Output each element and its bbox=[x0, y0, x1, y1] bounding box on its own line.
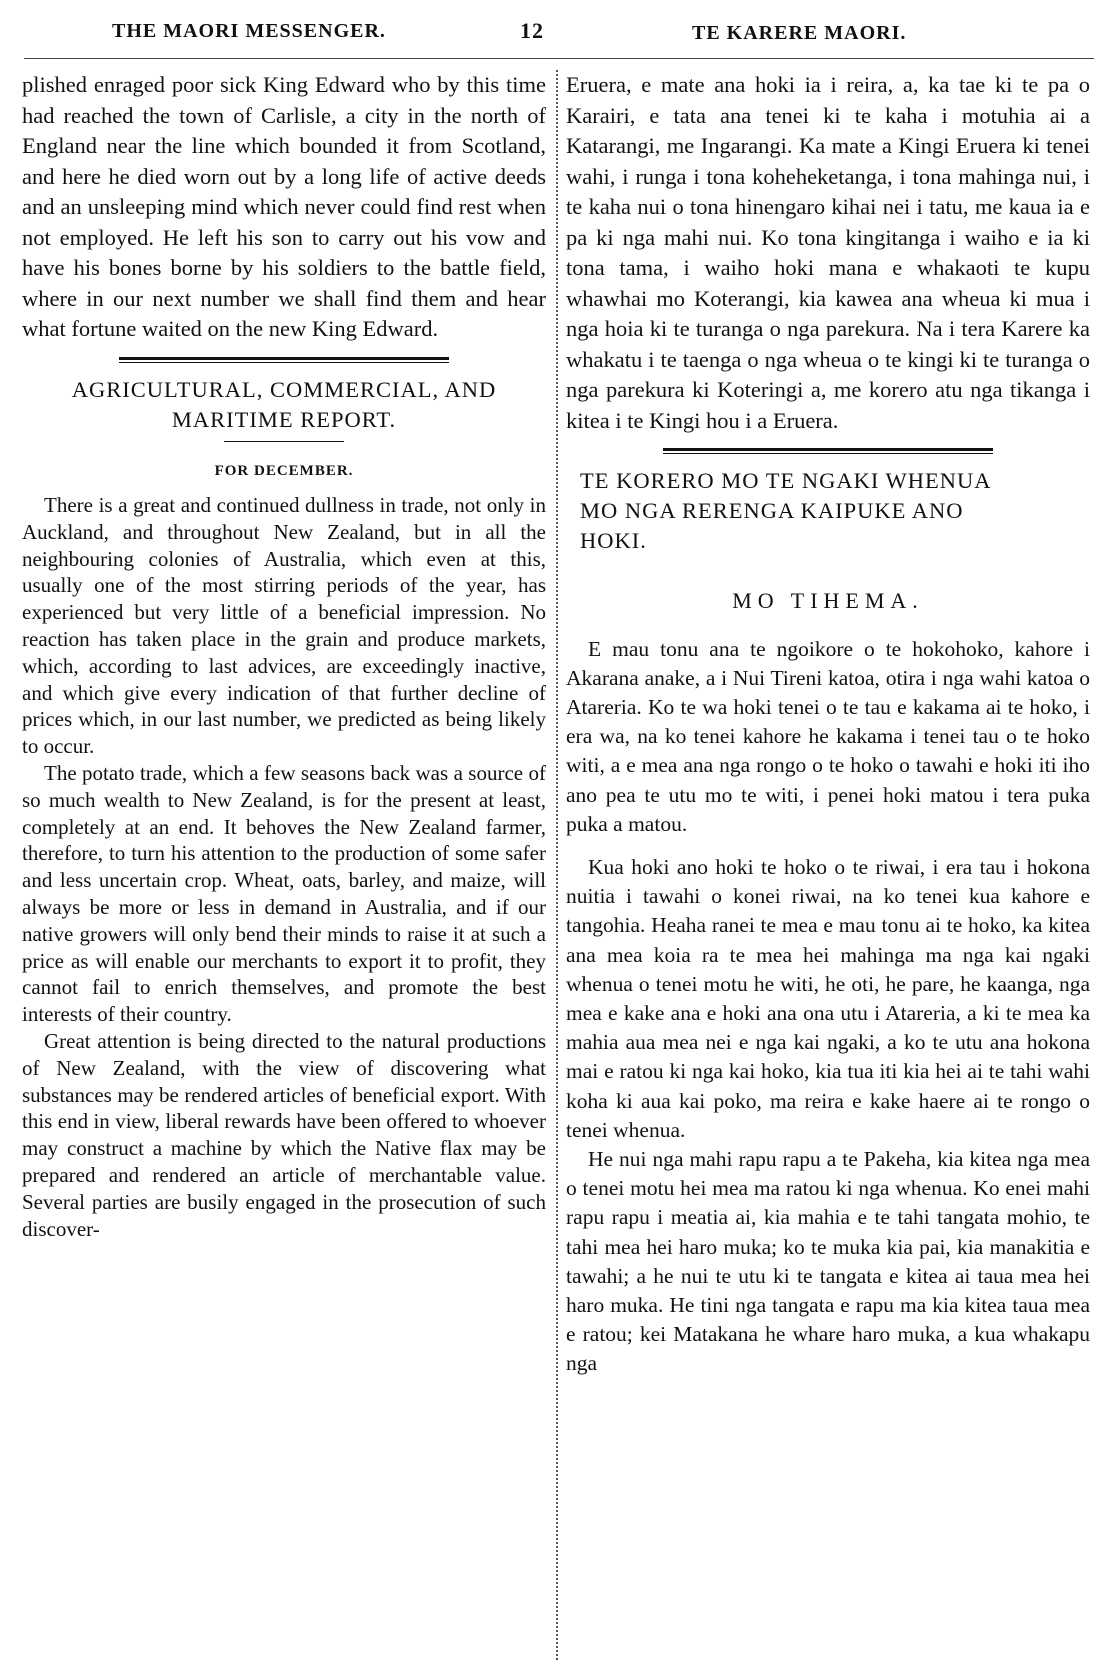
report-title-maori-line2: MO NGA RERENGA KAIPUKE ANO bbox=[580, 498, 964, 523]
report-paragraph-maori-1: E mau tonu ana te ngoikore o te hokohoko, kahore i Akarana anake, a i Nui Tireni katoa, otira i nga wahi katoa o Atareria. Ko te wa hoki tenei o te tau e kakama ai te hoko, i era wa, na ko tenei kahore he kakama i tenei tau o te hoko witi, a e mea ana nga rongo o te hoko o tawahi e hoki iti iho ano pea te utu mo te witi, i penei hoki matou i tera puka puka a matou. bbox=[566, 636, 1090, 836]
report-paragraph-maori-3: He nui nga mahi rapu rapu a te Pakeha, kia kitea nga mea o tenei motu hei mea ma ratou ki nga whenua. Ko enei mahi rapu rapu i meatia ai, kia mahia e te tahi tangata mohio, te tahi mea hei haro muka; ko te muka kia pai, kia manakitia e tawahi; a he nui te utu ki te tangata e kitea ai taua mea hei haro muka. He tini nga tangata e rapu ma kia kitea taua mea e ratou; kei Matakana he whare haro muka, a kua whakapu nga bbox=[566, 1146, 1090, 1376]
header-rule bbox=[24, 58, 1094, 59]
report-body-maori bbox=[566, 635, 1090, 1379]
report-title-maori-line1: TE KORERO MO TE NGAKI WHENUA bbox=[580, 468, 992, 493]
page-header bbox=[0, 14, 1114, 54]
report-paragraph-3: Great attention is being directed to the natural productions of New Zealand, with the view of discovering what substances may be rendered articles of beneficial export. With this end in view, liberal rewards have been offered to whoever may construct a machine by which the Native flax may be prepared and rendered an article of merchantable value. Several parties are busily engaged in the prosecution of such discover- bbox=[22, 1028, 546, 1241]
report-title-line2: MARITIME REPORT. bbox=[171, 406, 397, 432]
continued-article-text-maori: Eruera, e mate ana hoki ia i reira, a, ka tae ki te pa o Karairi, e tata ana tenei ki te kaha i motuhia ai a Katarangi, me Ingarangi. Ka mate a Kingi Eruera ki tenei wahi, i runga i tona koheheketanga, i tona mahinga nui, i te kaha nui o tona hinengaro kihai nei i tatu, me kaua ia e pa ki nga mahi nui. Ko tona kingitanga i waiho e ia ki tona tama, i waiho hoki mana e whakaoti te kupu whawhai mo Koterangi, kia kawea ana wheua ki mua i nga hoia ki te turanga o nga parekura. Na i tera Karere ka whakatu i te taenga o nga wheua o te kingi ki te turanga o nga parekura ki Koteringi a, me korero atu nga tikanga i kitea i te Kingi hou i a Eruera. bbox=[566, 72, 1090, 433]
report-paragraph-1: There is a great and continued dullness in trade, not only in Auckland, and throughout New Zealand, but in all the neighbouring colonies of Australia, which even at this, usually one of the most stirring periods of the year, has experienced but very little of a beneficial impression. No reaction has taken place in the grain and produce markets, which, according to last advices, are exceedingly inactive, and which give every indication of that further decline of prices which, in our last number, we predicted as being likely to occur. bbox=[22, 493, 546, 759]
report-subheading-maori: MO TIHEMA. bbox=[732, 588, 924, 613]
report-subheading: FOR DECEMBER. bbox=[214, 462, 354, 479]
report-title-maori bbox=[566, 466, 1090, 556]
column-divider bbox=[556, 70, 558, 1660]
maori-column bbox=[566, 70, 1090, 1379]
report-title-maori-line3: HOKI. bbox=[580, 528, 647, 553]
section-divider-maori bbox=[663, 448, 993, 454]
report-paragraph-maori-2: Kua hoki ano hoki te hoko o te riwai, i era tau i hokona nuitia i tawahi o konei riwai, na ko tenei kua kahore e tangohia. Heaha ranei te mea e mau tonu ai te hoko, ka kitea ana mea koia ra te mea hei mahinga ma nga kai ngaki whenua o tenei motu he witi, he oti, he pare, he kaanga, nga mea e kake ana e hoki ana ona utu i Atareria, a ki te mea ka mahia aua mea nei e nga kai ngaki, a ko te utu ana hokona mai e ratou ki nga kai hoko, kia tua iti kia hei ai te tahi wahi koha ki aua kai poko, ma reira e kake haere ai te rongo o tenei whenua. bbox=[566, 854, 1090, 1142]
report-body bbox=[22, 492, 546, 1242]
maori-masthead-title: TE KARERE MAORI. bbox=[692, 22, 907, 44]
page-number: 12 bbox=[520, 18, 544, 43]
continued-article-text: plished enraged poor sick King Edward who by this time had reached the town of Carlisle, a city in the north of England near the line which bounded it from Scotland, and here he died worn out by a long life of active deeds and an unsleeping mind which never could find rest when not employed. He left his son to carry out his vow and have his bones borne by his soldiers to the battle field, where in our next number we shall find them and hear what fortune waited on the new King Edward. bbox=[22, 72, 546, 341]
section-divider bbox=[119, 357, 449, 363]
report-title bbox=[22, 375, 546, 435]
title-underline bbox=[224, 441, 344, 444]
english-column bbox=[22, 70, 546, 1242]
report-paragraph-2: The potato trade, which a few seasons back was a source of so much wealth to New Zealand, is for the present at least, completely at an end. It behoves the New Zealand farmer, therefore, to turn his attention to the production of some safer and less uncertain crop. Wheat, oats, barley, and maize, will always be more or less in demand in Australia, and if our native growers will only bend their minds to raise it at such a price as will enable our merchants to export it to profit, they cannot fail to enrich themselves, and promote the best interests of their country. bbox=[22, 760, 546, 1027]
report-title-line1: AGRICULTURAL, COMMERCIAL, AND bbox=[71, 376, 497, 402]
english-masthead-title: THE MAORI MESSENGER. bbox=[112, 20, 386, 42]
